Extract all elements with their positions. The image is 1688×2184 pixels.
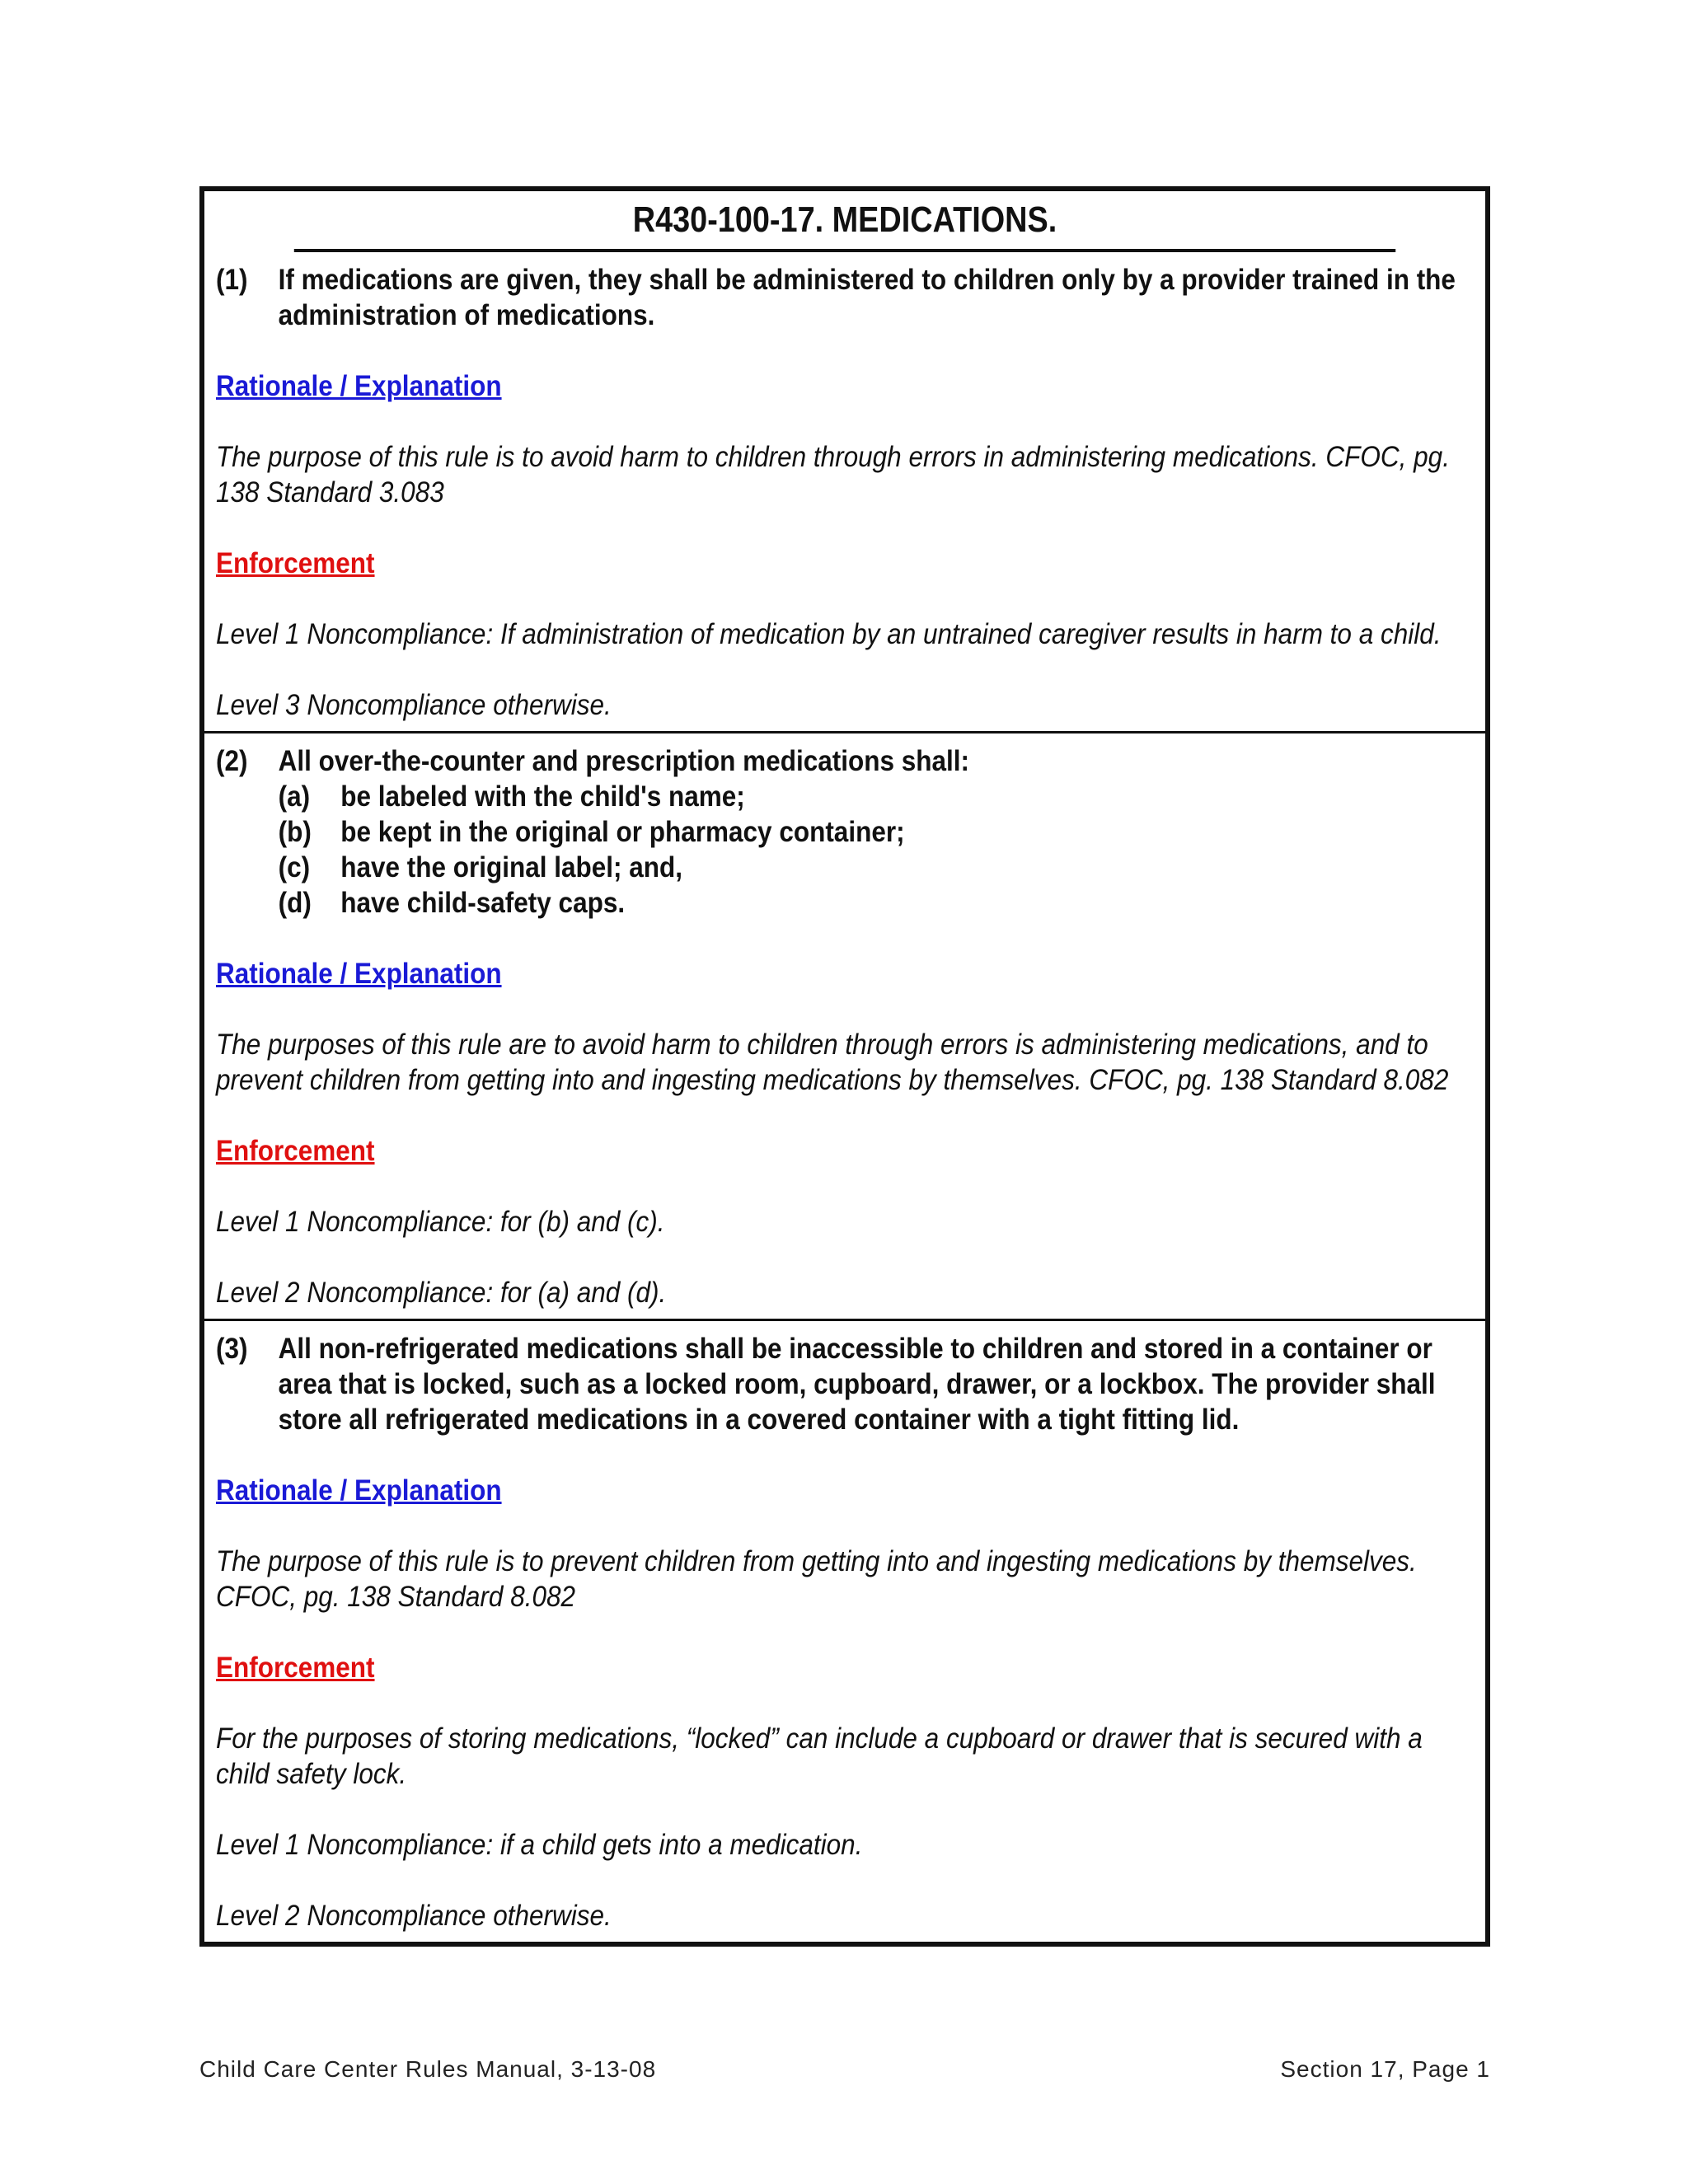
- rule-subitem: [279, 814, 1473, 850]
- footer-manual-title: Child Care Center Rules Manual, 3-13-08: [199, 2056, 657, 2082]
- rule-statement: [216, 743, 1472, 921]
- rationale-text: The purposes of this rule are to avoid harm to children through errors is administering medications, and to prevent children from getting into and ingesting medications by themselves. CFOC, pg. 138 Standard 8.082: [216, 1029, 1449, 1096]
- enforcement-text: Level 2 Noncompliance: for (a) and (d).: [216, 1277, 667, 1309]
- rule-section-1: [204, 252, 1485, 733]
- enforcement-link[interactable]: Enforcement: [216, 547, 375, 579]
- enforcement-text: Level 3 Noncompliance otherwise.: [216, 689, 612, 721]
- rules-table: [199, 186, 1490, 1947]
- subitem-label: (d): [278, 887, 312, 919]
- rationale-text: The purpose of this rule is to prevent children from getting into and ingesting medications by themselves. CFOC, pg. 138 Standard 8.082: [216, 1545, 1417, 1613]
- enforcement-text: Level 1 Noncompliance: If administration of medication by an untrained caregiver results in harm to a child.: [216, 618, 1442, 650]
- rule-text: All over-the-counter and prescription medications shall:: [278, 745, 970, 777]
- rationale-link[interactable]: Rationale / Explanation: [216, 1474, 502, 1507]
- rule-subitem: [279, 779, 1473, 814]
- enforcement-text: Level 2 Noncompliance otherwise.: [216, 1900, 612, 1932]
- rule-text: If medications are given, they shall be administered to children only by a provider trained in the administration of medications.: [278, 264, 1456, 331]
- rule-statement: [216, 262, 1472, 333]
- rule-subitem: [279, 850, 1473, 885]
- enforcement-text: Level 1 Noncompliance: if a child gets into a medication.: [216, 1829, 863, 1861]
- subitem-label: (a): [278, 780, 311, 813]
- enforcement-link[interactable]: Enforcement: [216, 1135, 375, 1167]
- subitem-text: have the original label; and,: [340, 851, 683, 883]
- rule-subitem: [279, 885, 1473, 921]
- subitem-text: be kept in the original or pharmacy container;: [340, 816, 905, 848]
- enforcement-link[interactable]: Enforcement: [216, 1652, 375, 1684]
- rationale-link[interactable]: Rationale / Explanation: [216, 370, 502, 402]
- subitem-text: be labeled with the child's name;: [340, 780, 745, 813]
- rule-statement: [216, 1331, 1472, 1437]
- footer-page-number: Section 17, Page 1: [1280, 2056, 1490, 2082]
- enforcement-text: Level 1 Noncompliance: for (b) and (c).: [216, 1206, 665, 1238]
- page-title: R430-100-17. MEDICATIONS.: [294, 191, 1395, 252]
- enforcement-text: For the purposes of storing medications, “locked” can include a cupboard or drawer that is secured with a child safety lock.: [216, 1722, 1423, 1790]
- rule-text: All non-refrigerated medications shall be inaccessible to children and stored in a container or area that is locked, such as a locked room, cupboard, drawer, or a lockbox. The provider shall store all refrigerated medications in a covered container with a tight fitting lid.: [278, 1333, 1436, 1436]
- subitem-label: (c): [278, 851, 311, 883]
- subitem-label: (b): [278, 816, 312, 848]
- rule-number: (2): [216, 745, 248, 777]
- rule-section-3: [204, 1321, 1485, 1942]
- subitem-text: have child-safety caps.: [340, 887, 626, 919]
- rule-section-2: [204, 733, 1485, 1321]
- rationale-text: The purpose of this rule is to avoid harm to children through errors in administering medications. CFOC, pg. 138 Standard 3.083: [216, 441, 1450, 509]
- rule-number: (3): [216, 1333, 248, 1365]
- rule-number: (1): [216, 264, 248, 296]
- rationale-link[interactable]: Rationale / Explanation: [216, 958, 502, 990]
